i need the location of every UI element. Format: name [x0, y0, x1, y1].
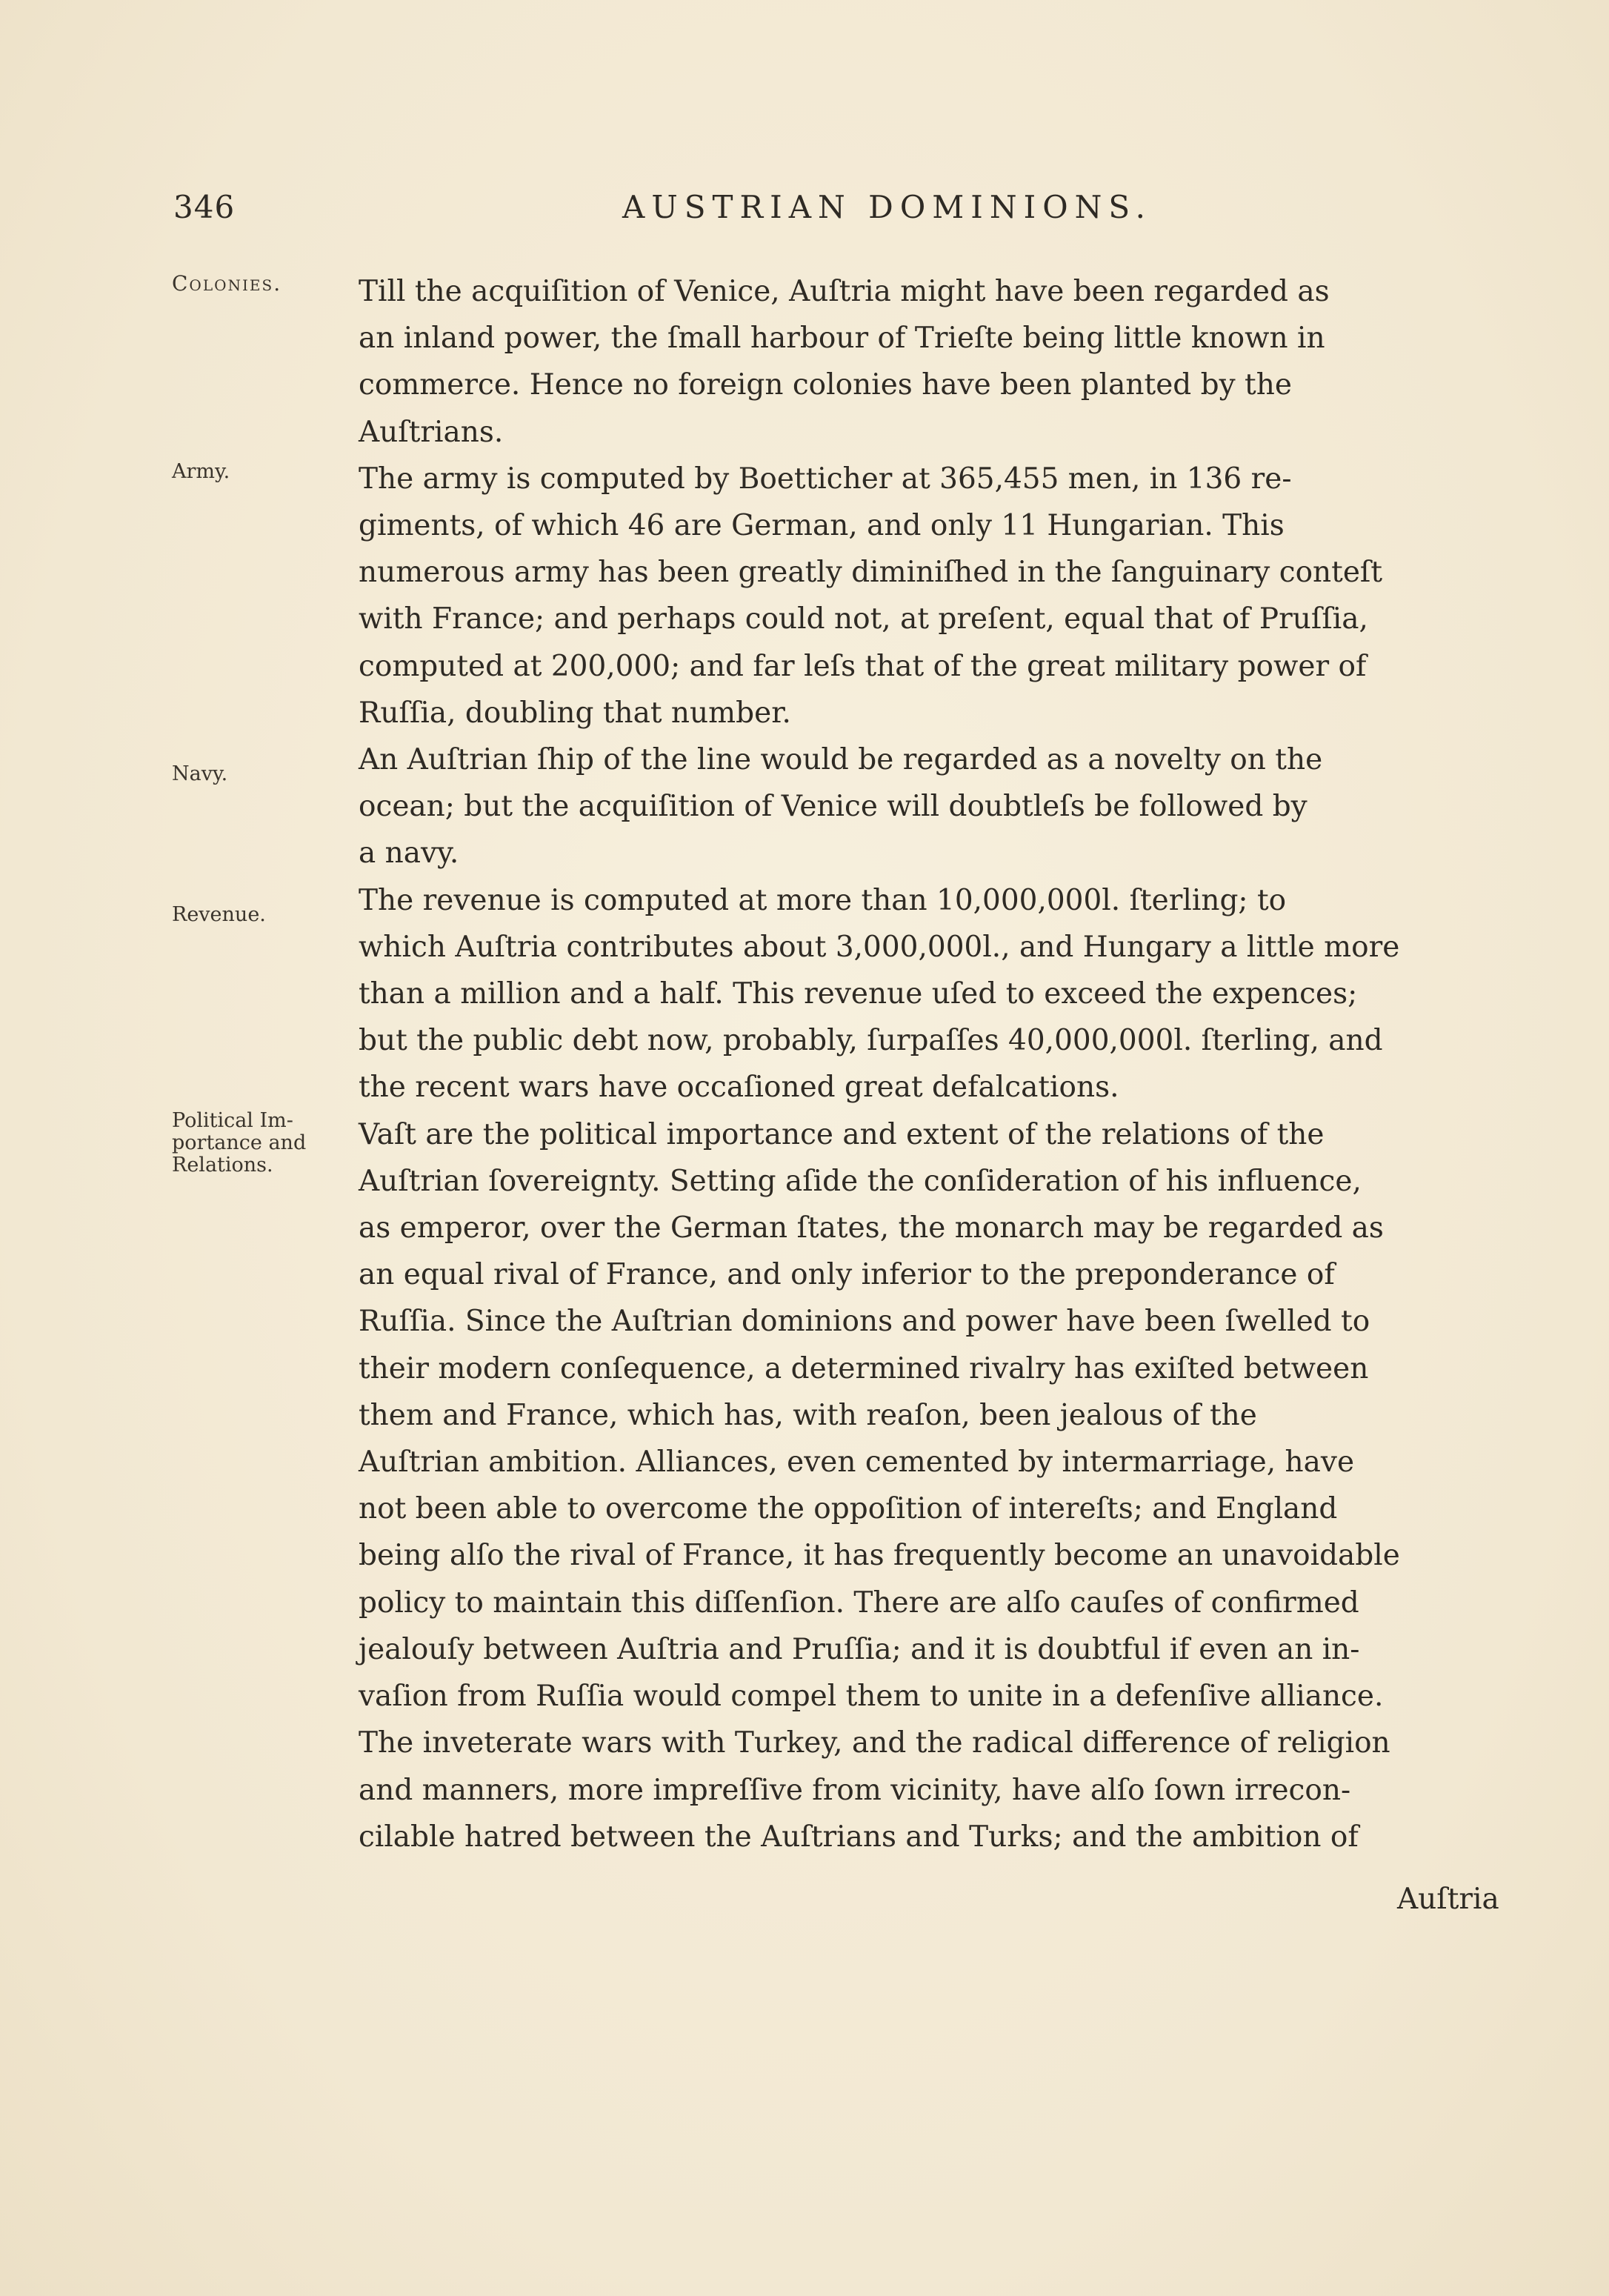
paragraph-army: The army is computed by Boetticher at 365,455 men, in 136 re- giments, of which 46 are German, and only 11 Hungarian. This numerous army has been greatly diminiſhed in the ſanguinary conteſt with France; and perhaps could not, at preſent, equal that of Pruſſia, computed at 200,000; and far leſs that of the great military power of Ruſſia, doubling that number.	[359, 462, 1383, 730]
paragraph-political: Vaſt are the political importance and extent of the relations of the Auſtrian ſovereignty. Setting aſide the conſideration of his influence, as emperor, over the German ſtates, the monarch may be regarded as an equal rival of France, and only inferior to the preponderance of Ruſſia. Since the Auſtrian dominions and power have been ſwelled to their modern conſequence, a determined rivalry has exiſted between them and France, which has, with reaſon, been jealous of the Auſtrian ambition. Alliances, even cemented by intermarriage, have not been able to overcome the oppoſition of intereſts; and England being alſo the rival of France, it has frequently become an unavoidable policy to maintain this diſſenſion. There are alſo cauſes of confirmed jealouſy between Auſtria and Pruſſia; and it is doubtful if even an in- vaſion from Ruſſia would compel them to unite in a defenſive alliance. The inveterate wars with Turkey, and the radical difference of religion and manners, more impreſſive from vicinity, have alſo ſown irrecon- cilable hatred between the Auſtrians and Turks; and the ambition of	[359, 1117, 1400, 1854]
paragraph-revenue: The revenue is computed at more than 10,000,000l. ſterling; to which Auſtria contributes about 3,000,000l., and Hungary a little more than a million and a half. This revenue uſed to exceed the expences; but the public debt now, probably, ſurpaſſes 40,000,000l. ſterling, and the recent wars have occaſioned great defalcations.	[359, 883, 1400, 1105]
running-head: AUSTRIAN DOMINIONS.	[622, 189, 1153, 225]
sidenote-political: Political Im- portance and Relations.	[172, 1109, 307, 1177]
paragraph-navy: An Auſtrian ſhip of the line would be regarded as a novelty on the ocean; but the acquiſition of Venice will doubtleſs be followed by a navy.	[359, 743, 1323, 871]
page-number: 346	[173, 189, 236, 225]
sidenote-revenue: Revenue.	[172, 903, 266, 926]
main-text	[359, 268, 1519, 1860]
page-header	[170, 189, 1526, 233]
catchword: Auſtria	[1397, 1883, 1499, 1916]
paragraph-colonies: Till the acquiſition of Venice, Auſtria might have been regarded as an inland power, the ſmall harbour of Trieſte being little known in commerce. Hence no foreign colonies have been planted by the Auſtrians.	[359, 275, 1330, 449]
sidenote-colonies: Colonies.	[172, 271, 282, 296]
sidenote-army: Army.	[172, 460, 230, 483]
sidenote-navy: Navy.	[172, 762, 228, 785]
